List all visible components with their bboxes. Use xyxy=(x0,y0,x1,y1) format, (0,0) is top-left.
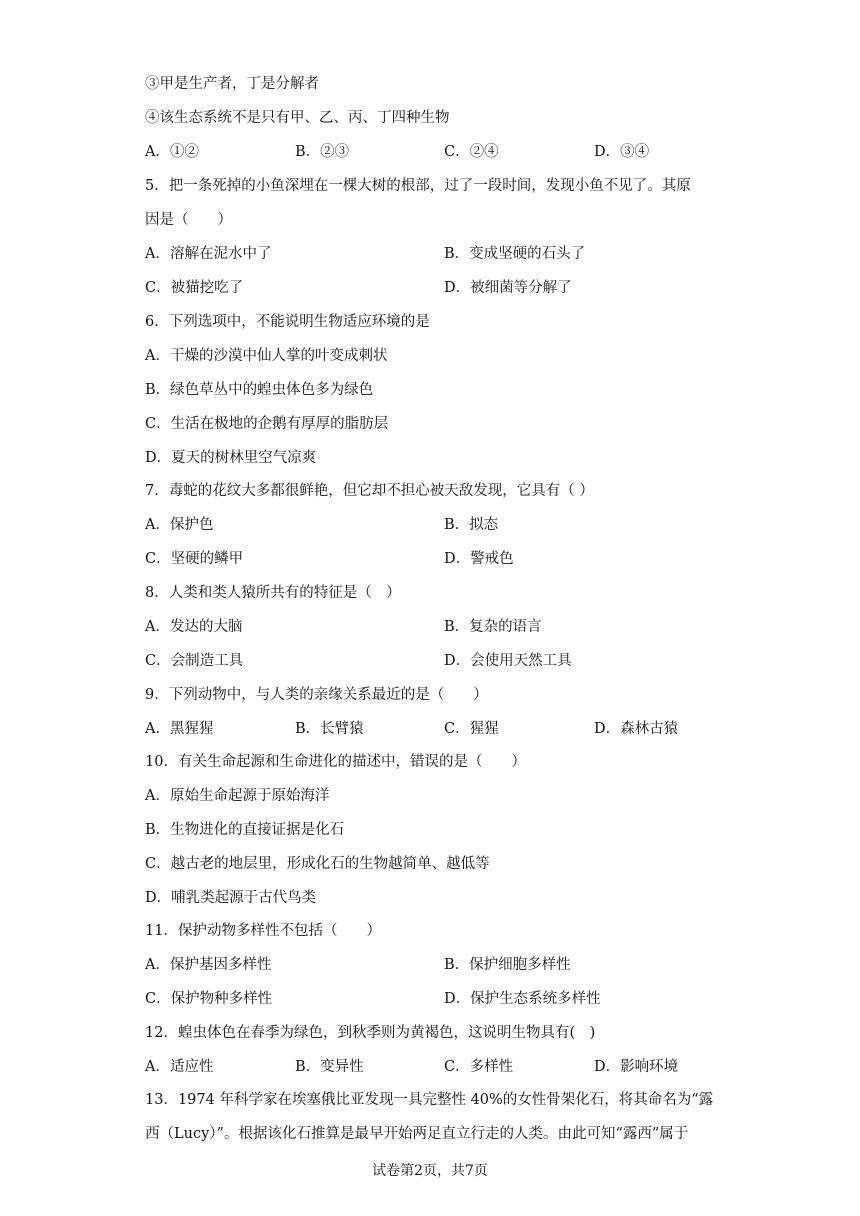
q5-stem-line2: 因是（ ） xyxy=(145,212,232,228)
q11-option-a: A．保护基因多样性 xyxy=(145,957,272,973)
q5-stem-line1: 5．把一条死掉的小鱼深埋在一棵大树的根部，过了一段时间，发现小鱼不见了。其原 xyxy=(145,178,691,194)
q13-stem-line2: 西（Lucy）”。根据该化石推算是最早开始两足直立行走的人类。由此可知“露西”属于 xyxy=(145,1126,689,1142)
q11-option-b: B．保护细胞多样性 xyxy=(444,957,571,973)
q8-option-c: C．会制造工具 xyxy=(145,653,244,669)
q5-option-d: D．被细菌等分解了 xyxy=(444,280,572,296)
q12-stem: 12．蝗虫体色在春季为绿色，到秋季则为黄褐色，这说明生物具有( ) xyxy=(145,1025,596,1041)
q6-option-a: A．干燥的沙漠中仙人掌的叶变成刺状 xyxy=(145,348,388,364)
q6-option-b: B．绿色草丛中的蝗虫体色多为绿色 xyxy=(145,382,374,398)
q8-stem: 8．人类和类人猿所共有的特征是（ ） xyxy=(145,585,401,601)
q7-stem: 7．毒蛇的花纹大多都很鲜艳，但它却不担心被天敌发现，它具有（ ） xyxy=(145,483,594,499)
q12-option-d: D．影响环境 xyxy=(594,1059,679,1075)
q4-option-c: C．②④ xyxy=(444,144,499,160)
q11-option-c: C．保护物种多样性 xyxy=(145,991,273,1007)
q5-option-b: B．变成坚硬的石头了 xyxy=(444,246,586,262)
q7-option-c: C．坚硬的鳞甲 xyxy=(145,551,244,567)
q10-option-b: B．生物进化的直接证据是化石 xyxy=(145,822,345,838)
q5-option-c: C．被猫挖吃了 xyxy=(145,280,244,296)
q9-stem: 9．下列动物中，与人类的亲缘关系最近的是（ ） xyxy=(145,687,488,703)
q7-option-d: D．警戒色 xyxy=(444,551,514,567)
q4-statement-4: ④该生态系统不是只有甲、乙、丙、丁四种生物 xyxy=(145,110,450,126)
q8-option-b: B．复杂的语言 xyxy=(444,619,542,635)
q9-option-b: B．长臂猿 xyxy=(295,721,364,737)
q10-stem: 10．有关生命起源和生命进化的描述中，错误的是（ ） xyxy=(145,754,526,770)
page-footer: 试卷第2页，共7页 xyxy=(372,1163,488,1179)
q4-option-b: B．②③ xyxy=(295,144,350,160)
q5-option-a: A．溶解在泥水中了 xyxy=(145,246,272,262)
q10-option-a: A．原始生命起源于原始海洋 xyxy=(145,788,330,804)
q9-option-d: D．森林古猿 xyxy=(594,721,679,737)
q12-option-c: C．多样性 xyxy=(444,1059,514,1075)
q9-option-a: A．黑猩猩 xyxy=(145,721,214,737)
q6-stem: 6．下列选项中，不能说明生物适应环境的是 xyxy=(145,314,430,330)
q11-stem: 11．保护动物多样性不包括（ ） xyxy=(145,923,381,939)
q4-option-d: D．③④ xyxy=(594,144,650,160)
q10-option-c: C．越古老的地层里，形成化石的生物越简单、越低等 xyxy=(145,856,490,872)
q8-option-a: A．发达的大脑 xyxy=(145,619,243,635)
q8-option-d: D．会使用天然工具 xyxy=(444,653,572,669)
q9-option-c: C．猩猩 xyxy=(444,721,499,737)
q11-option-d: D．保护生态系统多样性 xyxy=(444,991,601,1007)
q12-option-a: A．适应性 xyxy=(145,1059,214,1075)
q6-option-d: D．夏天的树林里空气凉爽 xyxy=(145,450,317,466)
q4-statement-3: ③甲是生产者，丁是分解者 xyxy=(145,76,319,92)
q10-option-d: D．哺乳类起源于古代鸟类 xyxy=(145,890,317,906)
q7-option-b: B．拟态 xyxy=(444,517,499,533)
q12-option-b: B．变异性 xyxy=(295,1059,364,1075)
q6-option-c: C．生活在极地的企鹅有厚厚的脂肪层 xyxy=(145,416,389,432)
q7-option-a: A．保护色 xyxy=(145,517,214,533)
q4-option-a: A．①② xyxy=(145,144,199,160)
q13-stem-line1: 13．1974 年科学家在埃塞俄比亚发现一具完整性 40%的女性骨架化石，将其命名为“露 xyxy=(145,1092,714,1108)
